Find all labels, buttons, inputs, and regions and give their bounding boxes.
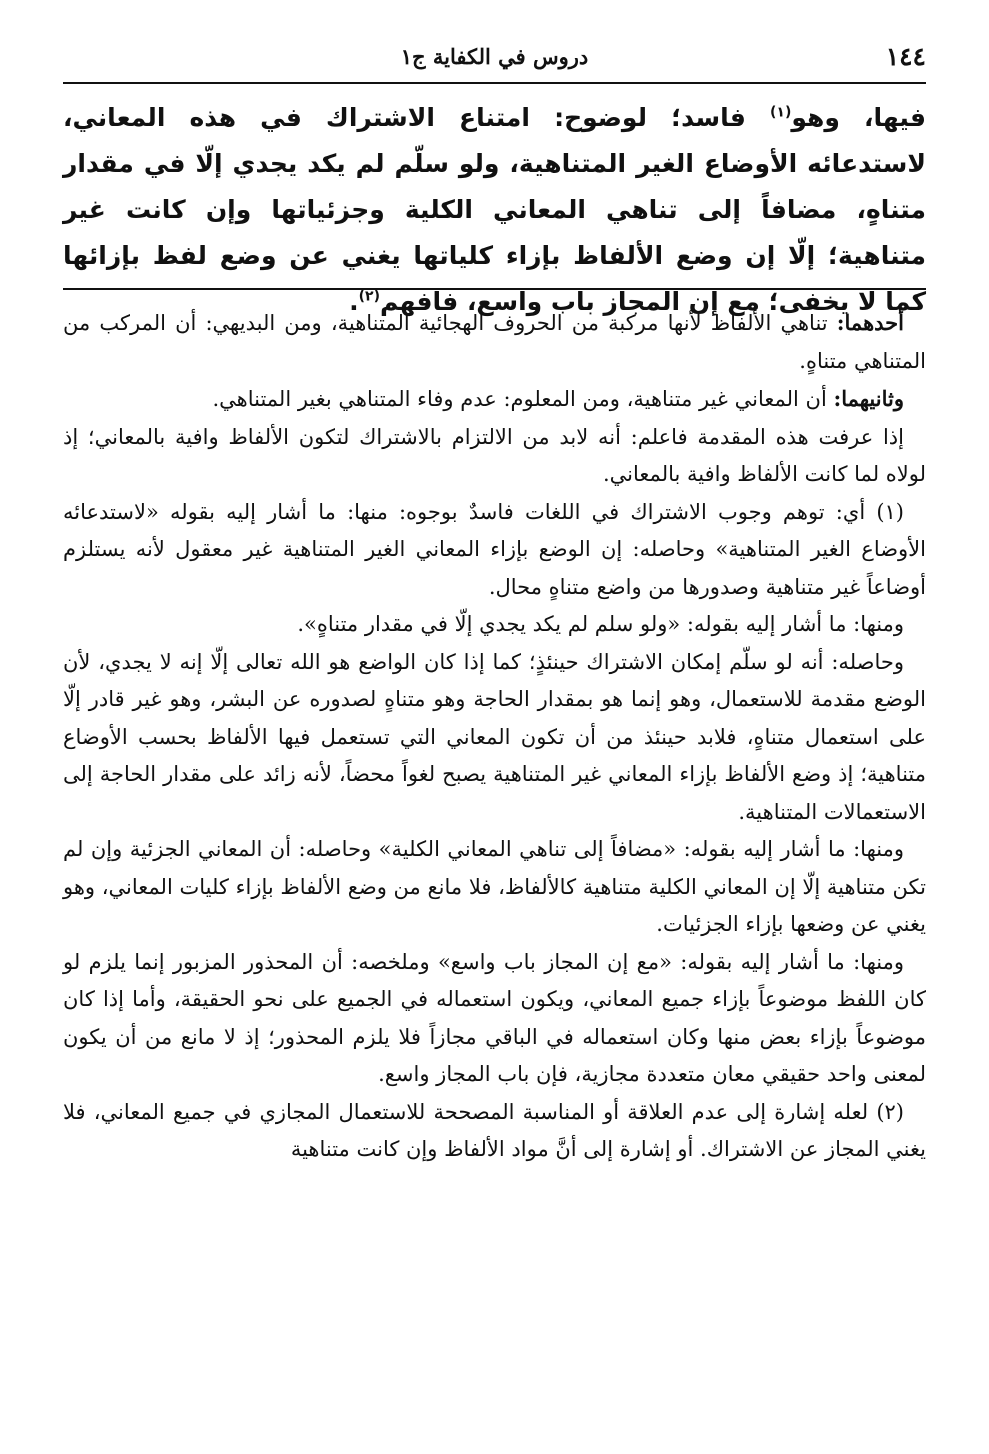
paragraph-text: أن المعاني غير متناهية، ومن المعلوم: عدم وفاء المتناهي بغير المتناهي. [212,387,834,411]
page-header [63,40,926,84]
footnote-ref-1: (١) [770,104,792,121]
footnote-paragraph: ومنها: ما أشار إليه بقوله: «ولو سلم لم يكد يجدي إلّا في مقدار متناهٍ». [297,612,904,636]
footnote-1: (١) أي: توهم وجوب الاشتراك في اللغات فاسدٌ بوجوه: منها: ما أشار إليه بقوله «لاستدعائه الأوضاع الغير المتناهية» وحاصله: إن الوضع بإزاء المعاني الغير المتناهية غير معقول لأنه يستلزم أوضاعاً غير متناهية وصدورها من واضع متناهٍ محال. [63,499,926,599]
page-number: ١٤٤ [885,42,926,71]
main-text [63,95,926,325]
footnotes [63,304,926,1169]
paragraph-label: أحدهما: [836,310,904,335]
footnote-paragraph [63,380,926,419]
header-rule [63,82,926,84]
main-text-body: فاسد؛ لوضوح: امتناع الاشتراك في هذه المعاني، لاستدعائه الأوضاع الغير المتناهية، ولو سلّم لم يكد يجدي إلّا في مقدار متناهٍ، مضافاً إلى تناهي المعاني الكلية وجزئياتها وإن كانت غير متناهية؛ إلّا إن وضع الألفاظ بإزاء كلياتها يغني عن وضع لفظ بإزائها كما لا يخفى؛ مع إن المجاز باب واسع، فافهم [63,103,926,316]
running-title: دروس في الكفاية ج١ [400,44,589,69]
main-text-start: فيها، وهو [791,103,926,132]
main-text-end: . [349,287,359,316]
paragraph-text: تناهي الألفاظ لأنها مركبة من الحروف الهجائية المتناهية، ومن البديهي: أن المركب من المتناهي متناهٍ. [63,311,926,373]
paragraph-label: وثانيهما: [833,386,904,411]
footnote-paragraph: إذا عرفت هذه المقدمة فاعلم: أنه لابد من الالتزام بالاشتراك لتكون الألفاظ وافية بالمعاني؛ إذ لولاه لما كانت الألفاظ وافية بالمعاني. [63,424,926,486]
footnote-ref-2: (٢) [358,288,380,305]
footnote-separator [63,288,926,290]
footnote-paragraph [63,304,926,380]
footnote-paragraph: ومنها: ما أشار إليه بقوله: «مع إن المجاز باب واسع» وملخصه: أن المحذور المزبور إنما يلزم لو كان اللفظ موضوعاً بإزاء جميع المعاني، ويكون استعماله في الجميع على نحو الحقيقة، وأما إذا كان موضوعاً بإزاء بعض منها وكان استعماله في الباقي مجازاً فلا يلزم المحذور؛ إذ لا مانع من أن يكون لمعنى واحد حقيقي معان متعددة مجازية، فإن باب المجاز واسع. [63,949,926,1086]
footnote-2: (٢) لعله إشارة إلى عدم العلاقة أو المناسبة المصححة للاستعمال المجازي في جميع المعاني، فلا يغني المجاز عن الاشتراك. أو إشارة إلى أنَّ مواد الألفاظ وإن كانت متناهية [63,1099,926,1161]
footnote-paragraph: وحاصله: أنه لو سلّم إمكان الاشتراك حينئذٍ؛ كما إذا كان الواضع هو الله تعالى إلّا إنه لا يجدي، لأن الوضع مقدمة للاستعمال، وهو إنما هو بمقدار الحاجة وهو متناهٍ لصدوره عن البشر، وهو غير قادر إلّا على استعمال متناهٍ، فلابد حينئذ من أن تكون المعاني التي تستعمل فيها الألفاظ بحسب الأوضاع متناهية؛ إذ وضع الألفاظ بإزاء المعاني غير المتناهية يصبح لغواً محضاً، لأنه زائد على مقدار الحاجة إلى الاستعمالات المتناهية. [63,649,926,824]
footnote-paragraph: ومنها: ما أشار إليه بقوله: «مضافاً إلى تناهي المعاني الكلية» وحاصله: أن المعاني الجزئية وإن لم تكن متناهية إلّا إن المعاني الكلية متناهية كالألفاظ، فلا مانع من وضع الألفاظ بإزاء كليات المعاني، وهو يغني عن وضعها بإزاء الجزئيات. [63,837,926,936]
